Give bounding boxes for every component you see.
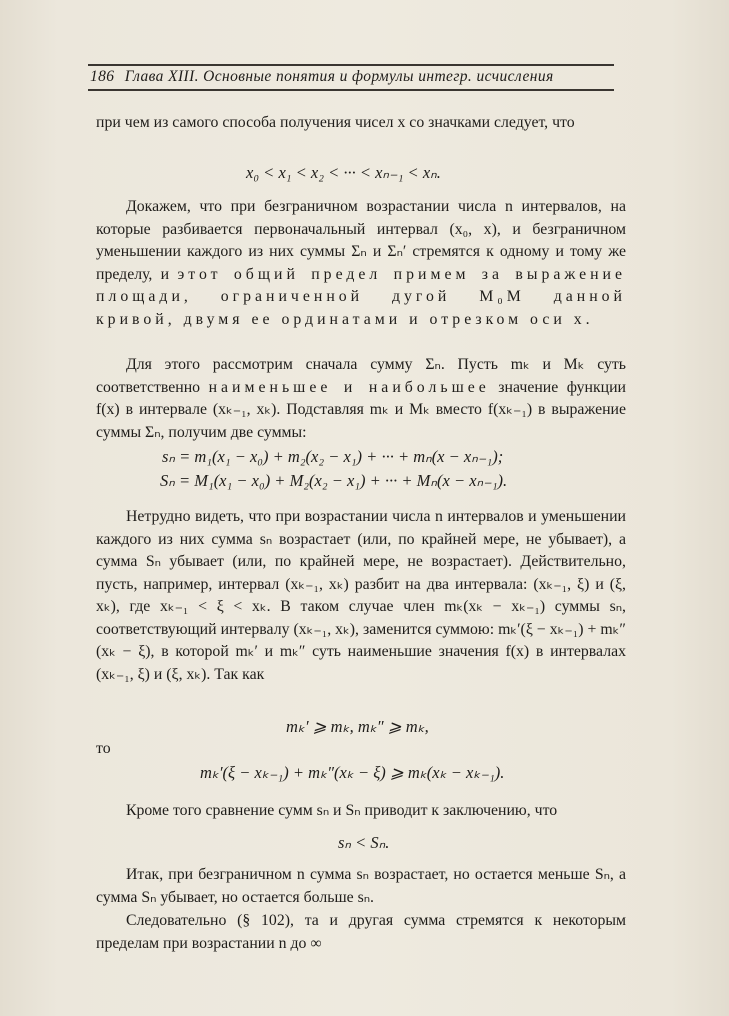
paragraph-4: Нетрудно видеть, что при возрастании числа n интервалов и уменьшении каждого из них сумма sₙ возрастает (или, по крайней мере, не убывает), а сумма Sₙ убывает (или, по крайней мере, не возрастает). Действительно, пусть, например, интервал (xₖ₋₁, xₖ) разбит на два интервала: (xₖ₋₁, ξ) и (ξ, xₖ), где xₖ₋₁ < ξ < xₖ. В таком случае член mₖ(xₖ − xₖ₋₁) суммы sₙ, соответствующий интервалу (xₖ₋₁, xₖ), заменится суммою: mₖ′(ξ − xₖ₋₁) + mₖ″(xₖ − ξ), в которой mₖ′ и mₖ″ суть наименьшие значения f(x) в интервалах (xₖ₋₁, ξ) и (ξ, xₖ). Так как xyxy=(96,508,626,683)
running-header xyxy=(90,66,612,88)
paragraph-6: Итак, при безграничном n сумма sₙ возрастает, но остается меньше Sₙ, а сумма Sₙ убывает, но остается больше sₙ. xyxy=(96,866,626,906)
formula-lower-sum: sₙ = m₁(x₁ − x₀) + m₂(x₂ − x₁) + ··· + mₙ(x − xₙ₋₁); xyxy=(162,447,504,466)
header-rule-bottom xyxy=(88,89,614,91)
paragraph-3 xyxy=(96,354,626,444)
formula-upper-sum: Sₙ = M₁(x₁ − x₀) + M₂(x₂ − x₁) + ··· + Mₙ(x − xₙ₋₁). xyxy=(160,471,508,490)
paragraph-3-emphasis: наименьшее и наибольшее xyxy=(208,378,490,396)
paragraph-2-spaced: этот общий предел примем за выражение площади, ограниченной дугой M₀M данной кривой, двумя ее ординатами и отрезком оси x. xyxy=(96,265,626,328)
formula-inequalities: mₖ′ ⩾ mₖ, mₖ″ ⩾ mₖ, xyxy=(286,717,429,736)
paragraph-3-start: Для этого рассмотрим сначала сумму Σₙ. Пусть mₖ и Mₖ суть соответственно xyxy=(96,356,626,396)
page-number: 186 xyxy=(90,68,115,85)
running-title: Глава XIII. Основные понятия и формулы интегр. исчисления xyxy=(124,68,554,85)
paragraph-2-main: Докажем, что при безграничном возрастании числа n интервалов, на которые разбивается первоначальный интервал (x₀, x), и безграничном уменьшении каждого из них суммы Σₙ и Σₙ′ стремятся к одному и тому же пределу, и xyxy=(96,198,626,283)
paragraph-3-end: значение функции f(x) в интервале (xₖ₋₁, xₖ). Подставляя mₖ и Mₖ вместо f(xₖ₋₁) в выражение суммы Σₙ, получим две суммы: xyxy=(96,378,626,441)
formula-term-sum: mₖ′(ξ − xₖ₋₁) + mₖ″(xₖ − ξ) ⩾ mₖ(xₖ − xₖ₋₁). xyxy=(200,763,505,782)
paragraph-5: Кроме того сравнение сумм sₙ и Sₙ приводит к заключению, что xyxy=(126,802,558,819)
word-to: то xyxy=(96,740,111,757)
formula-s-less-S: sₙ < Sₙ. xyxy=(338,833,390,852)
paragraph-1: при чем из самого способа получения чисел x со значками следует, что xyxy=(96,114,575,131)
paragraph-7: Следовательно (§ 102), та и другая сумма стремятся к некоторым пределам при возрастании n до ∞ xyxy=(96,912,626,952)
formula-ordering: x₀ < x₁ < x₂ < ··· < xₙ₋₁ < xₙ. xyxy=(246,163,441,182)
paragraph-2 xyxy=(96,196,626,331)
